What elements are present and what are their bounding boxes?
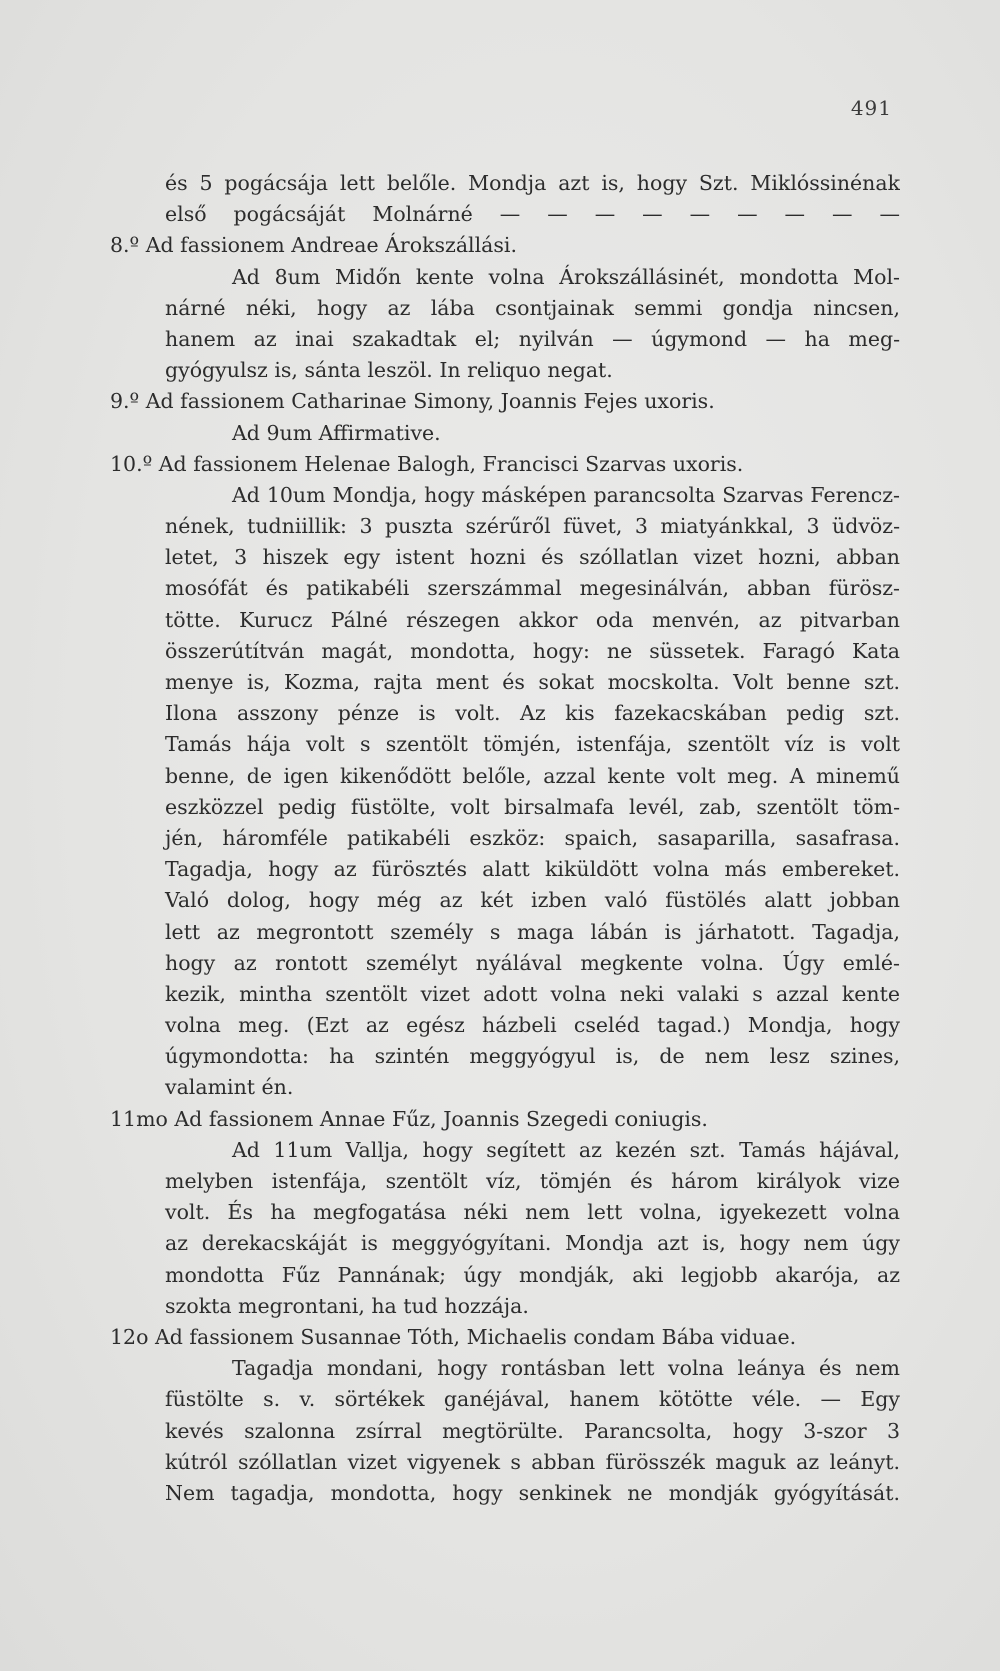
text-line: 9.º Ad fassionem Catharinae Simony, Joannis Fejes uxoris. <box>110 389 715 414</box>
text-line: Nem tagadja, mondotta, hogy senkinek ne mondják gyógyítását. <box>165 1480 900 1505</box>
text-line: 10.º Ad fassionem Helenae Balogh, Francisci Szarvas uxoris. <box>110 451 744 476</box>
text-line: úgymondotta: ha szintén meggyógyul is, de nem lesz szines, <box>165 1044 900 1069</box>
text-line: Ad 10um Mondja, hogy másképen parancsolta Szarvas Ferencz- <box>232 482 900 507</box>
text-line: kevés szalonna zsírral megtörülte. Parancsolta, hogy 3-szor 3 <box>165 1418 900 1443</box>
body-text <box>110 168 900 1509</box>
text-line: Tagadja mondani, hogy rontásban lett volna leánya és nem <box>232 1356 900 1381</box>
text-line: hanem az inai szakadtak el; nyilván — úgymond — ha meg- <box>165 326 900 351</box>
text-line: eszközzel pedig füstölte, volt birsalmafa levél, zab, szentölt töm- <box>165 794 900 819</box>
text-line: Ad 11um Vallja, hogy segített az kezén szt. Tamás hájával, <box>232 1137 900 1162</box>
text-line: Tagadja, hogy az fürösztés alatt kiküldött volna más embereket. <box>165 857 900 882</box>
text-line: összerútítván magát, mondotta, hogy: ne süssetek. Faragó Kata <box>165 638 900 663</box>
text-line: Ilona asszony pénze is volt. Az kis fazekacskában pedig szt. <box>165 701 900 726</box>
text-line: letet, 3 hiszek egy istent hozni és szóllatlan vizet hozni, abban <box>165 545 900 570</box>
text-line: az derekacskáját is meggyógyítani. Mondja azt is, hogy nem úgy <box>165 1231 900 1256</box>
text-line: Ad 9um Affirmative. <box>232 420 441 445</box>
text-line: jén, háromféle patikabéli eszköz: spaich, sasaparilla, sasafrasa. <box>165 825 900 850</box>
text-line: menye is, Kozma, rajta ment és sokat mocskolta. Volt benne szt. <box>165 670 900 694</box>
text-line: és 5 pogácsája lett belőle. Mondja azt is, hogy Szt. Miklóssinénak <box>165 171 900 195</box>
text-line: tötte. Kurucz Pálné részegen akkor oda menvén, az pitvarban <box>165 607 900 632</box>
text-line: melyben istenfája, szentölt víz, tömjén és három királyok vize <box>165 1169 900 1193</box>
text-line: 12o Ad fassionem Susannae Tóth, Michaelis condam Bába viduae. <box>110 1324 797 1349</box>
text-line: mosófát és patikabéli szerszámmal megesinálván, abban fürösz- <box>165 576 900 601</box>
text-line: kútról szóllatlan vizet vigyenek s abban fürösszék maguk az leányt. <box>165 1449 900 1474</box>
text-line: hogy az rontott személyt nyálával megkente volna. Úgy emlé- <box>165 950 900 975</box>
text-line: benne, de igen kikenődött belőle, azzal kente volt meg. A minemű <box>165 763 900 788</box>
text-line: nének, tudniillik: 3 puszta szérűről füvet, 3 miatyánkkal, 3 üdvöz- <box>165 514 900 539</box>
text-line: mondotta Fűz Pannának; úgy mondják, aki legjobb akarója, az <box>165 1262 900 1287</box>
page-number: 491 <box>850 96 892 120</box>
text-line: lett az megrontott személy s maga lábán is járhatott. Tagadja, <box>165 919 900 944</box>
text-line: első pogácsáját Molnárné — — — — — — — — — <box>165 202 900 227</box>
text-line: volna meg. (Ezt az egész házbeli cseléd tagad.) Mondja, hogy <box>165 1013 900 1038</box>
text-line: nárné néki, hogy az lába csontjainak semmi gondja nincsen, <box>165 295 900 320</box>
text-line: valamint én. <box>165 1075 294 1100</box>
text-line: 8.º Ad fassionem Andreae Árokszállási. <box>110 233 517 258</box>
text-line: kezik, mintha szentölt vizet adott volna neki valaki s azzal kente <box>165 981 900 1006</box>
text-line: gyógyulsz is, sánta leszöl. In reliquo negat. <box>165 358 613 383</box>
text-line: Ad 8um Midőn kente volna Árokszállásinét, mondotta Mol- <box>232 264 900 289</box>
text-line: volt. És ha megfogatása néki nem lett volna, igyekezett volna <box>165 1200 900 1225</box>
text-line: Való dolog, hogy még az két izben való füstölés alatt jobban <box>165 888 900 913</box>
text-line: szokta megrontani, ha tud hozzája. <box>165 1293 529 1318</box>
text-line: füstölte s. v. sörtékek ganéjával, hanem kötötte véle. — Egy <box>165 1387 900 1412</box>
text-line: Tamás hája volt s szentölt tömjén, istenfája, szentölt víz is volt <box>165 732 900 757</box>
text-line: 11mo Ad fassionem Annae Fűz, Joannis Szegedi coniugis. <box>110 1106 708 1131</box>
